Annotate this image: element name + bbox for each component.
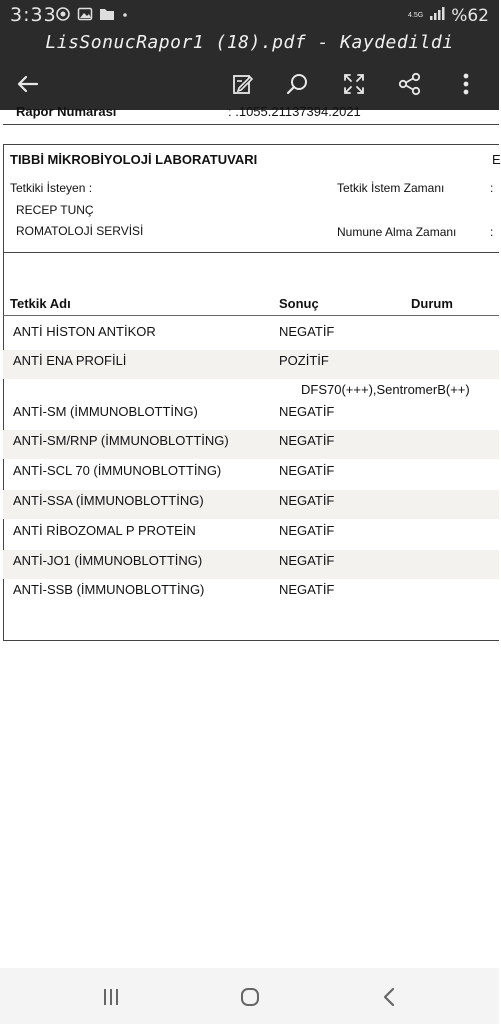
home-icon[interactable] — [235, 982, 265, 1012]
notification-icons — [55, 6, 129, 27]
lab-title-right: E — [492, 152, 501, 167]
test-name: ANTİ-SM/RNP (İMMUNOBLOTTİNG) — [13, 433, 229, 448]
test-result: NEGATİF — [279, 463, 335, 478]
test-name: ANTİ-SM (İMMUNOBLOTTİNG) — [13, 404, 198, 419]
report-number-value: : .1055.21137394.2021 — [228, 104, 361, 119]
test-result: POZİTİF — [279, 353, 329, 368]
test-name: ANTİ RİBOZOMAL P PROTEİN — [13, 523, 196, 538]
sample-time-colon: : — [490, 225, 494, 239]
gallery-icon — [77, 6, 93, 27]
signal-icon — [429, 5, 445, 26]
department: ROMATOLOJİ SERVİSİ — [16, 224, 144, 238]
report-number-label: Rapor Numarası — [16, 104, 117, 119]
network-type: 4.5G — [408, 11, 424, 19]
header-underline — [3, 315, 499, 316]
test-name: ANTİ-JO1 (İMMUNOBLOTTİNG) — [13, 553, 203, 568]
test-name: ANTİ-SSA (İMMUNOBLOTTİNG) — [13, 493, 204, 508]
test-name: ANTİ-SSB (İMMUNOBLOTTİNG) — [13, 582, 205, 597]
navigation-bar — [0, 968, 499, 1024]
column-header-name: Tetkik Adı — [10, 296, 71, 311]
test-name: ANTİ HİSTON ANTİKOR — [13, 324, 156, 339]
whatsapp-icon — [55, 6, 71, 27]
edit-icon[interactable] — [227, 68, 259, 100]
test-result: NEGATİF — [279, 404, 335, 419]
lab-title: TIBBİ MİKROBİYOLOJİ LABORATUVARI — [10, 152, 258, 167]
test-result: NEGATİF — [279, 493, 335, 508]
request-time-colon: : — [490, 181, 494, 195]
section-border-top — [3, 144, 499, 145]
section-divider — [3, 252, 499, 253]
back-icon[interactable] — [375, 982, 405, 1012]
recent-apps-icon[interactable] — [96, 982, 126, 1012]
report-number-row — [16, 104, 486, 124]
requester-label: Tetkiki İsteyen : — [10, 181, 93, 195]
test-name: ANTİ ENA PROFİLİ — [13, 353, 127, 368]
test-name: ANTİ-SCL 70 (İMMUNOBLOTTİNG) — [13, 463, 222, 478]
status-time: 3:33 — [10, 4, 57, 26]
test-result-detail: DFS70(+++),SentromerB(++) — [301, 382, 470, 397]
sample-time-label: Numune Alma Zamanı — [337, 225, 457, 239]
status-bar — [0, 0, 499, 30]
back-arrow-icon[interactable] — [12, 68, 44, 100]
more-vert-icon[interactable] — [450, 68, 482, 100]
top-bar — [0, 0, 499, 110]
battery-percent: %62 — [451, 5, 489, 26]
request-time-label: Tetkik İstem Zamanı — [337, 181, 445, 195]
fullscreen-icon[interactable] — [338, 68, 370, 100]
column-header-status: Durum — [411, 296, 453, 311]
dot-icon — [121, 6, 129, 27]
test-result: NEGATİF — [279, 582, 335, 597]
requester-name: RECEP TUNÇ — [16, 203, 94, 217]
share-icon[interactable] — [394, 68, 426, 100]
test-result: NEGATİF — [279, 523, 335, 538]
divider — [3, 124, 499, 125]
test-result: NEGATİF — [279, 324, 335, 339]
test-result: NEGATİF — [279, 433, 335, 448]
column-header-result: Sonuç — [279, 296, 319, 311]
section-border-bottom — [3, 640, 499, 641]
document-title: LisSonucRapor1 (18).pdf - Kaydedildi — [45, 32, 454, 53]
system-icons — [408, 5, 489, 26]
app-bar-actions — [0, 64, 499, 104]
search-icon[interactable] — [282, 68, 314, 100]
folder-icon — [99, 6, 115, 27]
pdf-page[interactable] — [0, 104, 501, 970]
test-result: NEGATİF — [279, 553, 335, 568]
